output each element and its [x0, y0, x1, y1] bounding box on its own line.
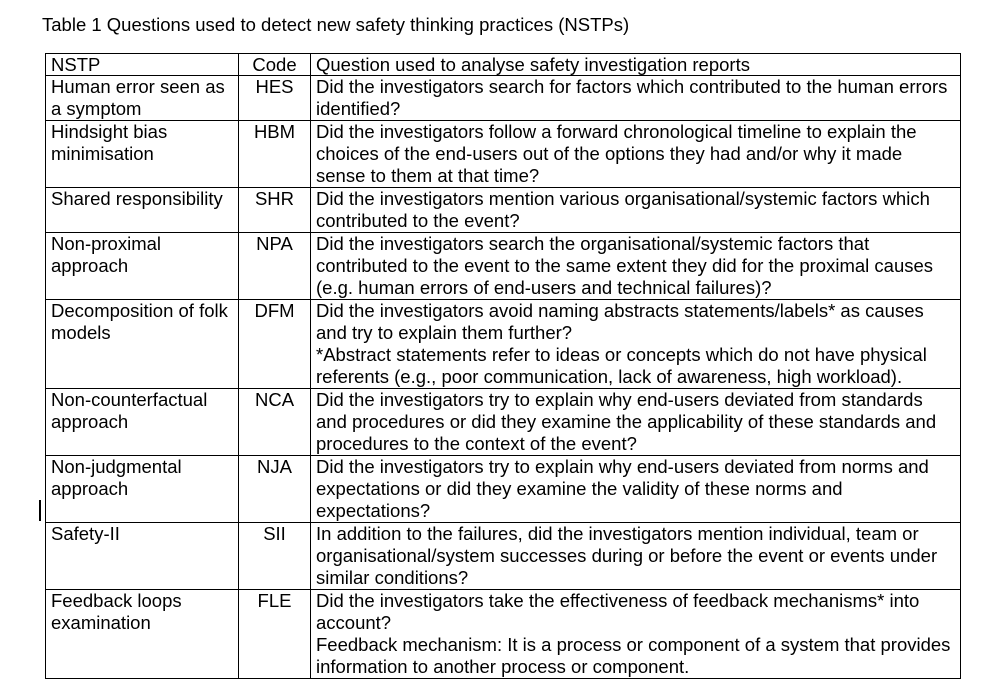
question-text: In addition to the failures, did the investigators mention individual, team or organisational/system successes during or before the event or events under similar conditions?	[316, 523, 938, 588]
nstp-question	[311, 121, 961, 188]
question-text: Did the investigators search the organisational/systemic factors that contributed to the event to the same extent they did for the proximal causes (e.g. human errors of end-users and technical failures)?	[316, 233, 934, 298]
nstp-name: Non-counterfactual approach	[46, 389, 239, 456]
text-cursor-mark	[39, 500, 41, 521]
nstp-name: Safety-II	[46, 523, 239, 590]
nstp-code: NPA	[239, 233, 311, 300]
nstp-name: Non-judgmental approach	[46, 456, 239, 523]
question-footnote: *Abstract statements refer to ideas or concepts which do not have physical referents (e.g., poor communication, lack of awareness, high workload).	[316, 344, 927, 387]
question-footnote: Feedback mechanism: It is a process or component of a system that provides information to another process or component.	[316, 634, 951, 677]
nstp-question	[311, 76, 961, 121]
nstp-name: Non-proximal approach	[46, 233, 239, 300]
nstp-code: NCA	[239, 389, 311, 456]
question-text: Did the investigators mention various organisational/systemic factors which contributed to the event?	[316, 188, 930, 231]
question-text: Did the investigators search for factors which contributed to the human errors identified?	[316, 76, 948, 119]
question-text: Did the investigators avoid naming abstracts statements/labels* as causes and try to explain them further?	[316, 300, 924, 343]
nstp-code: DFM	[239, 300, 311, 389]
nstp-question	[311, 300, 961, 389]
table-header-row	[46, 54, 961, 76]
question-text: Did the investigators take the effectiveness of feedback mechanisms* into account?	[316, 590, 920, 633]
nstp-question	[311, 590, 961, 679]
nstp-name: Feedback loops examination	[46, 590, 239, 679]
nstp-name: Shared responsibility	[46, 188, 239, 233]
nstp-code: SII	[239, 523, 311, 590]
nstp-code: NJA	[239, 456, 311, 523]
table-caption: Table 1 Questions used to detect new safety thinking practices (NSTPs)	[42, 14, 630, 35]
nstp-code: HES	[239, 76, 311, 121]
nstp-question	[311, 389, 961, 456]
nstp-question	[311, 233, 961, 300]
table-row	[46, 121, 961, 188]
table-row	[46, 76, 961, 121]
table-row	[46, 389, 961, 456]
question-text: Did the investigators try to explain why end-users deviated from norms and expectations or did they examine the validity of these norms and expectations?	[316, 456, 929, 521]
nstp-name: Hindsight bias minimisation	[46, 121, 239, 188]
nstp-name: Decomposition of folk models	[46, 300, 239, 389]
nstp-table	[45, 53, 961, 679]
nstp-question	[311, 456, 961, 523]
header-nstp: NSTP	[46, 54, 239, 76]
table-row	[46, 456, 961, 523]
nstp-code: SHR	[239, 188, 311, 233]
question-text: Did the investigators follow a forward chronological timeline to explain the choices of the end-users out of the options they had and/or why it made sense to them at that time?	[316, 121, 917, 186]
header-question: Question used to analyse safety investigation reports	[311, 54, 961, 76]
nstp-name: Human error seen as a symptom	[46, 76, 239, 121]
table-row	[46, 188, 961, 233]
nstp-code: FLE	[239, 590, 311, 679]
nstp-question	[311, 188, 961, 233]
table-row	[46, 523, 961, 590]
nstp-question	[311, 523, 961, 590]
question-text: Did the investigators try to explain why end-users deviated from standards and procedures or did they examine the applicability of these standards and procedures to the context of the event?	[316, 389, 937, 454]
table-row	[46, 300, 961, 389]
table-row	[46, 590, 961, 679]
header-code: Code	[239, 54, 311, 76]
table-row	[46, 233, 961, 300]
nstp-code: HBM	[239, 121, 311, 188]
